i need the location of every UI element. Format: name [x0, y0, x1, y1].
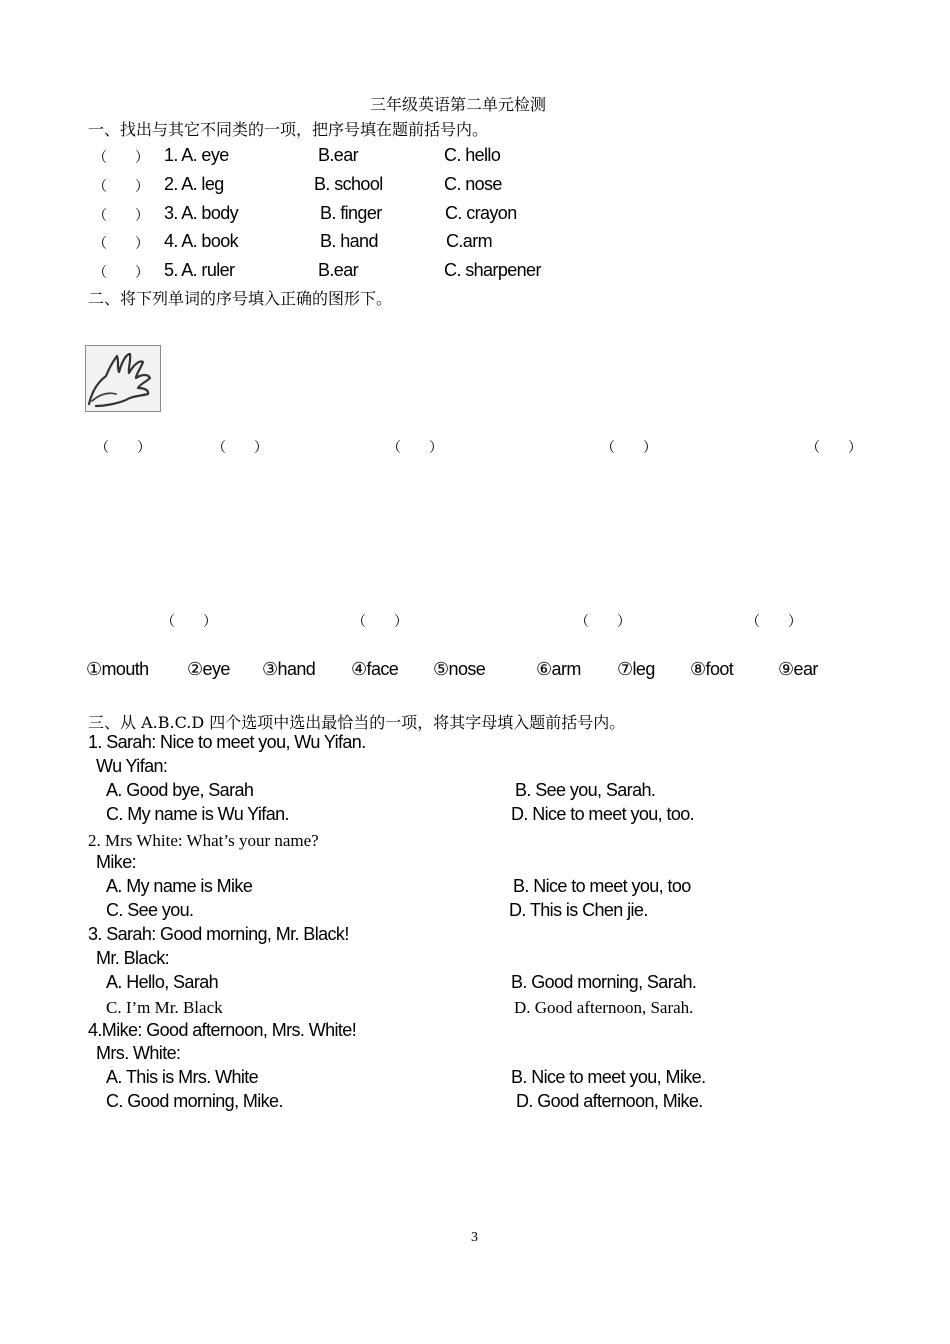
question-3-option-a: A. Hello, Sarah	[106, 972, 219, 992]
question-2-option-a: A. My name is Mike	[106, 876, 253, 896]
question-2-option-b: B. Nice to meet you, too	[513, 876, 691, 896]
question-3-speaker: Mr. Black:	[96, 948, 170, 968]
word-item: ①mouth	[86, 659, 149, 679]
question-1-speaker: Wu Yifan:	[96, 756, 168, 776]
word-item: ⑤nose	[433, 659, 486, 679]
q3-option-c: C. crayon	[445, 203, 517, 223]
answer-paren: （ ）	[93, 265, 149, 281]
q1-option-c: C. hello	[444, 145, 501, 165]
picture-answer-paren: （ ）	[161, 614, 217, 630]
q4-option-c: C.arm	[446, 231, 492, 251]
picture-answer-paren: （ ）	[95, 440, 151, 456]
question-4: 4.Mike: Good afternoon, Mrs. White!	[88, 1020, 357, 1040]
q3-option-a: 3. A. body	[164, 203, 239, 223]
question-3: 3. Sarah: Good morning, Mr. Black!	[88, 924, 349, 944]
question-1-option-a: A. Good bye, Sarah	[106, 780, 254, 800]
q5-option-c: C. sharpener	[444, 260, 541, 280]
q5-option-b: B.ear	[318, 260, 359, 280]
question-3-option-d: D. Good afternoon, Sarah.	[514, 998, 694, 1017]
question-1-option-d: D. Nice to meet you, too.	[511, 804, 695, 824]
question-4-option-b: B. Nice to meet you, Mike.	[511, 1067, 706, 1087]
question-1: 1. Sarah: Nice to meet you, Wu Yifan.	[88, 732, 366, 752]
question-2-option-c: C. See you.	[106, 900, 194, 920]
q3-option-b: B. finger	[320, 203, 382, 223]
q4-option-a: 4. A. book	[164, 231, 239, 251]
picture-answer-paren: （ ）	[746, 614, 802, 630]
picture-answer-paren: （ ）	[601, 440, 657, 456]
picture-answer-paren: （ ）	[575, 614, 631, 630]
q2-option-b: B. school	[314, 174, 383, 194]
question-2-speaker: Mike:	[96, 852, 137, 872]
q4-option-b: B. hand	[320, 231, 378, 251]
section2-heading: 二、将下列单词的序号填入正确的图形下。	[88, 289, 393, 308]
answer-paren: （ ）	[93, 179, 149, 195]
picture-answer-paren: （ ）	[352, 614, 408, 630]
answer-paren: （ ）	[93, 208, 149, 224]
answer-paren: （ ）	[93, 150, 149, 166]
question-4-option-c: C. Good morning, Mike.	[106, 1091, 283, 1111]
question-3-option-c: C. I’m Mr. Black	[106, 998, 223, 1017]
section1-heading: 一、找出与其它不同类的一项，把序号填在题前括号内。	[88, 120, 489, 139]
word-item: ④face	[351, 659, 399, 679]
question-1-option-b: B. See you, Sarah.	[515, 780, 656, 800]
section3-heading: 三、从 A.B.C.D 四个选项中选出最恰当的一项，将其字母填入题前括号内。	[88, 713, 626, 732]
question-2: 2. Mrs White: What’s your name?	[88, 831, 319, 850]
word-item: ⑨ear	[778, 659, 818, 679]
hand-drawing-icon	[86, 346, 160, 411]
question-4-option-a: A. This is Mrs. White	[106, 1067, 259, 1087]
q2-option-c: C. nose	[444, 174, 502, 194]
hand-picture	[85, 345, 161, 412]
picture-answer-paren: （ ）	[212, 440, 268, 456]
q5-option-a: 5. A. ruler	[164, 260, 235, 280]
word-item: ⑥arm	[536, 659, 581, 679]
word-item: ⑦leg	[617, 659, 655, 679]
word-item: ②eye	[187, 659, 230, 679]
question-2-option-d: D. This is Chen jie.	[509, 900, 648, 920]
page-title: 三年级英语第二单元检测	[370, 95, 547, 114]
picture-answer-paren: （ ）	[806, 440, 862, 456]
word-item: ③hand	[262, 659, 316, 679]
picture-answer-paren: （ ）	[387, 440, 443, 456]
q1-option-b: B.ear	[318, 145, 359, 165]
page-number: 3	[471, 1230, 478, 1245]
q2-option-a: 2. A. leg	[164, 174, 224, 194]
answer-paren: （ ）	[93, 236, 149, 252]
question-4-speaker: Mrs. White:	[96, 1043, 181, 1063]
question-4-option-d: D. Good afternoon, Mike.	[516, 1091, 703, 1111]
question-1-option-c: C. My name is Wu Yifan.	[106, 804, 289, 824]
word-item: ⑧foot	[690, 659, 734, 679]
q1-option-a: 1. A. eye	[164, 145, 229, 165]
question-3-option-b: B. Good morning, Sarah.	[511, 972, 697, 992]
